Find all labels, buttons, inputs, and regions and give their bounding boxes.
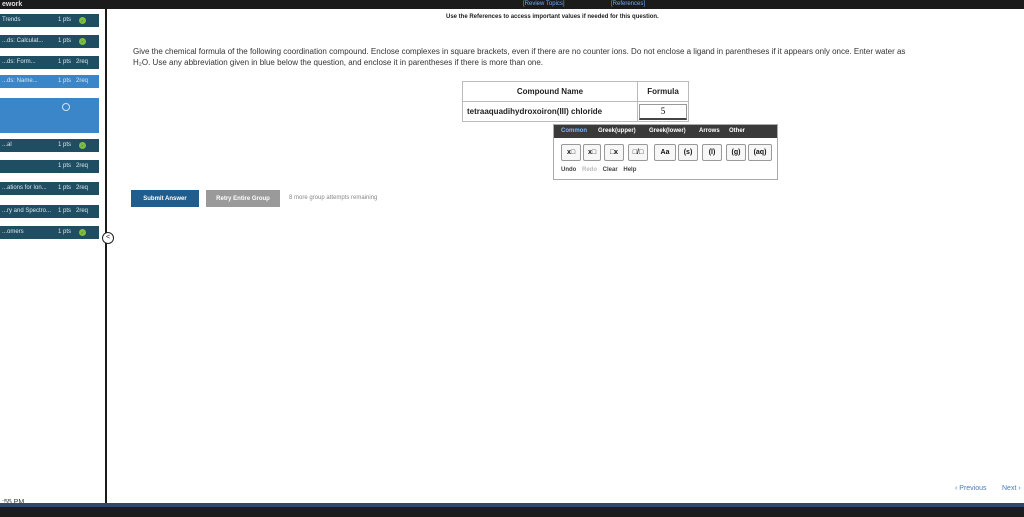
review-topics-link[interactable]: [Review Topics]: [523, 1, 565, 7]
sidebar-item-status: 2req: [76, 208, 89, 214]
clear-button[interactable]: Clear: [602, 167, 618, 173]
assignment-sidebar: [0, 9, 107, 503]
sidebar-item-points: 1 pts: [58, 142, 72, 148]
formula-cell: [638, 102, 689, 122]
top-bar: [0, 0, 1024, 9]
help-button[interactable]: Help: [623, 167, 637, 173]
palette-footer: [561, 167, 640, 173]
superscript-button[interactable]: x□: [561, 144, 581, 161]
sidebar-item-status: 2req: [76, 185, 89, 191]
tab-greek-lower[interactable]: Greek(lower): [649, 128, 686, 134]
solid-state-button[interactable]: (s): [678, 144, 698, 161]
sidebar-item-label: ...ry and Spectro...: [2, 208, 52, 214]
check-icon: ✓: [80, 230, 85, 235]
sidebar-item-points: 1 pts: [58, 208, 72, 214]
tab-other[interactable]: Other: [729, 128, 746, 134]
loading-icon: [62, 103, 70, 111]
question-instructions: [133, 46, 1013, 68]
submit-answer-button[interactable]: Submit Answer: [131, 190, 199, 207]
column-header-name: Compound Name: [463, 82, 638, 102]
retry-group-button[interactable]: Retry Entire Group: [206, 190, 280, 207]
tab-arrows[interactable]: Arrows: [699, 128, 720, 134]
column-header-formula: Formula: [638, 82, 689, 102]
sidebar-item-status: 2req: [76, 59, 89, 65]
sidebar-item-label: ...ations for Ion...: [2, 185, 47, 191]
sidebar-item-label: Trends: [2, 17, 21, 23]
next-button[interactable]: Next ›: [1002, 485, 1021, 492]
sidebar-item-points: 1 pts: [58, 38, 72, 44]
sidebar-item-calculate[interactable]: [0, 35, 99, 48]
sidebar-item-points: 1 pts: [58, 163, 72, 169]
sidebar-item-trends[interactable]: [0, 14, 99, 27]
tab-greek-upper[interactable]: Greek(upper): [598, 128, 636, 134]
previous-button[interactable]: ‹ Previous: [955, 485, 987, 492]
compound-table: [462, 81, 689, 122]
instructions-line-2: H₂O. Use any abbreviation given in blue below the question, and enclose it in parentheses if there is more than one.: [133, 58, 544, 67]
formula-input[interactable]: [639, 104, 687, 120]
liquid-state-button[interactable]: (l): [702, 144, 722, 161]
pre-superscript-button[interactable]: □x: [604, 144, 624, 161]
sidebar-item-ions[interactable]: [0, 182, 99, 195]
redo-button[interactable]: Redo: [582, 167, 597, 173]
references-link[interactable]: [References]: [611, 1, 646, 7]
bottom-bar: [0, 503, 1024, 517]
palette-tabs: [554, 125, 777, 138]
previous-label: Previous: [959, 485, 987, 492]
formula-palette: [553, 124, 778, 180]
references-notice: Use the References to access important values if needed for this question.: [446, 14, 659, 20]
next-label: Next: [1002, 485, 1017, 492]
instructions-line-1: Give the chemical formula of the following coordination compound. Enclose complexes in square brackets, even if there are no counter ions. Do not enclose a ligand in parentheses if it appears only once. Enter water as: [133, 47, 906, 56]
sidebar-item-points: 1 pts: [58, 17, 72, 23]
sidebar-item-points: 1 pts: [58, 59, 72, 65]
undo-button[interactable]: Undo: [561, 167, 577, 173]
attempts-remaining: 8 more group attempts remaining: [289, 195, 378, 201]
compound-name: tetraaquadihydroxoiron(III) chloride: [463, 102, 638, 122]
check-icon: ✓: [80, 18, 85, 23]
sidebar-item-label: ...al: [2, 142, 12, 148]
tab-common[interactable]: Common: [561, 128, 587, 134]
sidebar-item-label: ...ds: Name...: [2, 78, 38, 84]
subscript-button[interactable]: x□: [583, 144, 601, 161]
sidebar-item-names[interactable]: [0, 75, 99, 88]
sidebar-divider: [105, 9, 107, 503]
sidebar-item-spectro[interactable]: [0, 205, 99, 218]
sidebar-item-5[interactable]: [0, 139, 99, 152]
sidebar-active-panel: [0, 98, 99, 133]
check-icon: ✓: [80, 143, 85, 148]
sidebar-item-formula[interactable]: [0, 56, 99, 69]
app-brand: ework: [2, 1, 23, 8]
sidebar-item-label: ...ds: Form...: [2, 59, 36, 65]
sidebar-item-status: 2req: [76, 163, 89, 169]
sidebar-item-points: 1 pts: [58, 229, 72, 235]
aqueous-state-button[interactable]: (aq): [748, 144, 772, 161]
sidebar-item-points: 1 pts: [58, 185, 72, 191]
collapse-sidebar-icon[interactable]: <: [102, 232, 114, 244]
fraction-button[interactable]: □/□: [628, 144, 648, 161]
table-row: [463, 102, 689, 122]
sidebar-item-label: ...omers: [2, 229, 24, 235]
sidebar-item-isomers[interactable]: [0, 226, 99, 239]
sidebar-item-6[interactable]: [0, 160, 99, 173]
case-button[interactable]: Aa: [654, 144, 676, 161]
sidebar-item-status: 2req: [76, 78, 89, 84]
sidebar-item-label: ...ds: Calculat...: [2, 38, 44, 44]
sidebar-item-points: 1 pts: [58, 78, 72, 84]
check-icon: ✓: [80, 39, 85, 44]
gas-state-button[interactable]: (g): [726, 144, 746, 161]
